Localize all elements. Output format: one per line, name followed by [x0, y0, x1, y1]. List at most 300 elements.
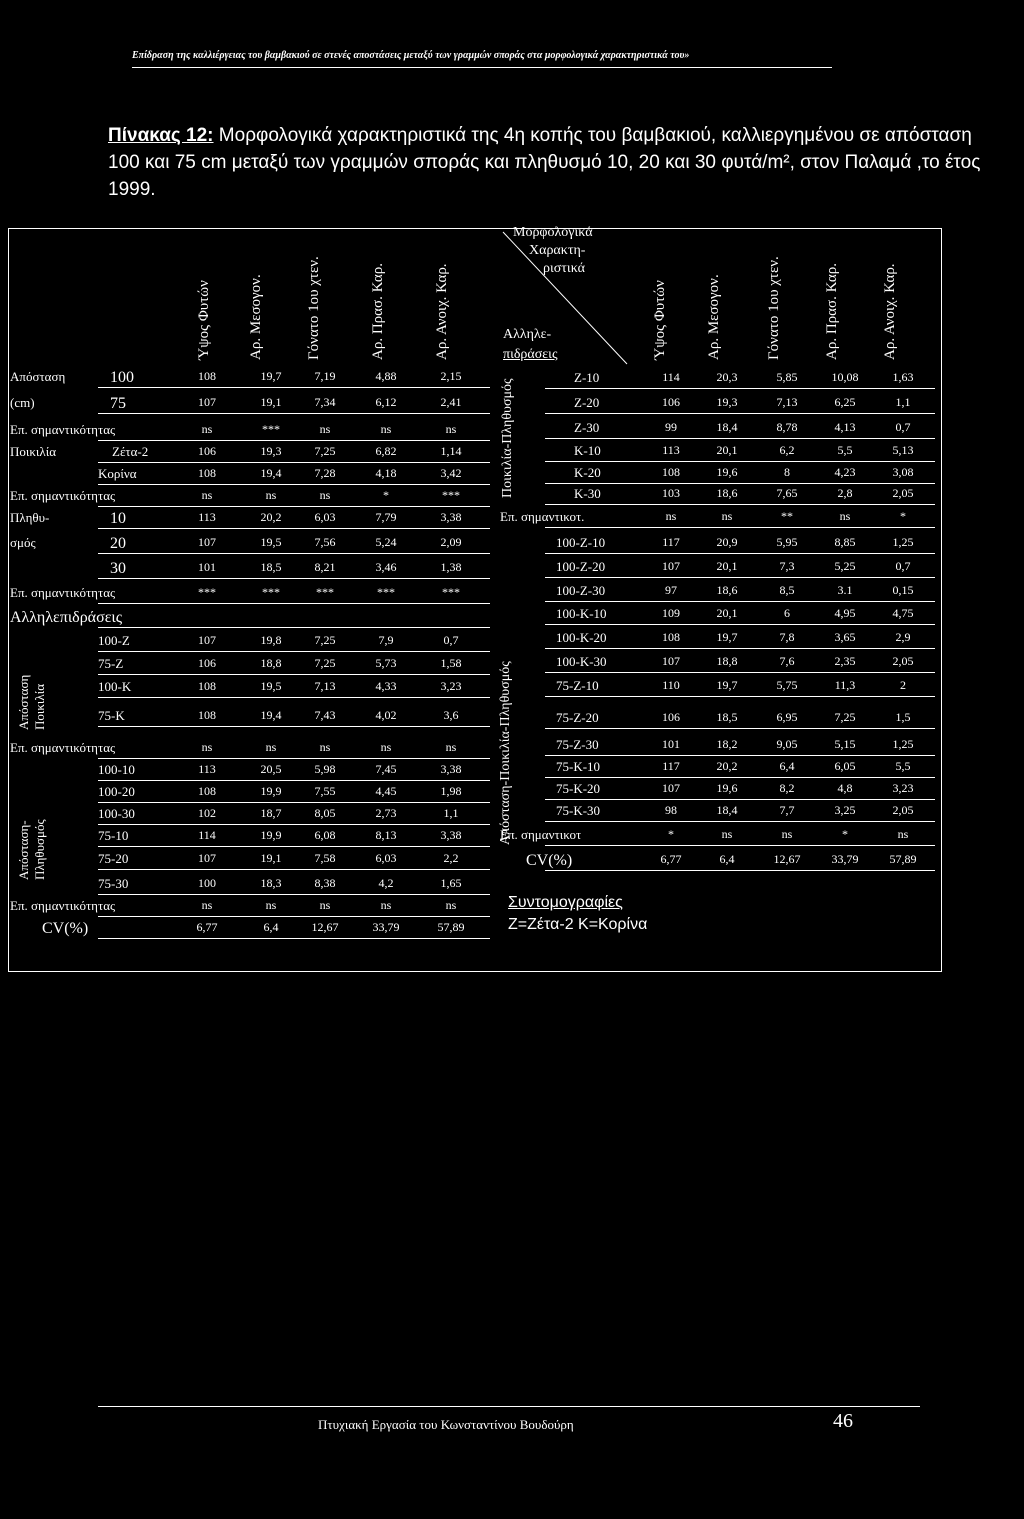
left-row-sub: 75-10: [98, 828, 129, 843]
right-cell: 18,4: [716, 803, 738, 817]
right-cell: 5,95: [776, 535, 798, 549]
right-cell: 5,85: [776, 370, 798, 384]
right-cell: 97: [665, 583, 677, 597]
right-cell: 6,25: [834, 395, 856, 409]
left-cell: 4,02: [375, 708, 397, 722]
right-cell: 11,3: [834, 678, 856, 692]
right-cell: 1,25: [892, 535, 914, 549]
right-col-header-3: Αρ. Πρασ. Καρ.: [824, 263, 840, 360]
left-row-rule: [98, 651, 490, 652]
right-cell: 1,25: [892, 737, 914, 751]
right-row-rule: [545, 821, 935, 822]
right-row-rule: [545, 413, 935, 414]
right-col-header-2: Γόνατο 1ου χτεν.: [766, 256, 782, 360]
footer-text: Πτυχιακή Εργασία του Κωνσταντίνου Βουδούρη: [318, 1417, 574, 1432]
right-cell: 18,6: [716, 486, 738, 500]
right-cell: 2,8: [837, 486, 853, 500]
right-row-rule: [545, 870, 935, 871]
left-cell: 113: [198, 510, 216, 524]
right-cell: 107: [662, 559, 680, 573]
page-number: 46: [833, 1410, 853, 1432]
left-cell: 7,34: [314, 395, 336, 409]
right-cell: 7,3: [779, 559, 795, 573]
right-row-label: Επ. σημαντικοτ: [500, 827, 582, 842]
left-cell: 4,88: [375, 369, 397, 383]
right-cell: 8,85: [834, 535, 856, 549]
right-row-rule: [545, 461, 935, 462]
left-cell: 7,28: [314, 466, 336, 480]
right-cell: 19,7: [716, 678, 738, 692]
corner-l2: Χαρακτη-: [529, 243, 586, 258]
left-cell: 1,1: [443, 806, 459, 820]
right-row-rule: [545, 728, 935, 729]
right-row-label: Z-30: [574, 420, 600, 435]
right-cell: 2,35: [834, 654, 856, 668]
right-cell: 114: [662, 370, 680, 384]
left-cell: 57,89: [437, 920, 465, 934]
right-cell: 99: [665, 420, 677, 434]
right-cell: 7,65: [776, 486, 798, 500]
abbr-title: Συντομογραφίες: [508, 894, 623, 911]
right-cell: 6: [784, 606, 790, 620]
right-row-label: 100-Z-10: [556, 535, 606, 550]
right-cell: 5,75: [776, 678, 798, 692]
right-cell: 4,8: [837, 781, 853, 795]
left-row-rule: [98, 916, 490, 917]
right-cell: 19,7: [716, 630, 738, 644]
left-cell: ***: [262, 585, 280, 599]
left-cell: 19,9: [260, 784, 282, 798]
left-cell: 107: [198, 633, 216, 647]
right-cell: 108: [662, 630, 680, 644]
left-cell: 18,7: [260, 806, 282, 820]
left-cell: ***: [377, 585, 395, 599]
left-cell: 7,43: [314, 708, 336, 722]
left-cell: 113: [198, 762, 216, 776]
right-cell: 18,5: [716, 710, 738, 724]
right-cell: 7,13: [776, 395, 798, 409]
right-row-rule: [545, 799, 935, 800]
right-cell: 1,5: [895, 710, 911, 724]
right-cell: 5,15: [834, 737, 856, 751]
right-row-label: Z-20: [574, 395, 600, 410]
left-row-rule: [98, 938, 490, 939]
left-row-sub: 75: [110, 395, 126, 412]
right-row-rule: [545, 777, 935, 778]
right-cell: 6,4: [779, 759, 795, 773]
right-cell: 98: [665, 803, 677, 817]
right-cell: 103: [662, 486, 680, 500]
right-cell: 9,05: [776, 737, 798, 751]
abbreviations: [508, 892, 647, 936]
right-cell: 2,05: [892, 803, 914, 817]
left-cell: 18,8: [260, 656, 282, 670]
left-row-label: Πληθυ-: [10, 510, 50, 525]
left-cell: 19,5: [260, 679, 282, 693]
left-row-label: Επ. σημαντικότητας: [10, 585, 116, 600]
right-cell: 117: [662, 535, 680, 549]
right-cell: 6,2: [779, 443, 795, 457]
left-cell: 1,98: [440, 784, 462, 798]
left-row-rule: [98, 758, 490, 759]
caption-text: Μορφολογικά χαρακτηριστικά της 4η κοπής του βαμβακιού, καλλιεργημένου σε απόσταση 100 και 75 cm μεταξύ των γραμμών σποράς και πληθυσμό 10, 20 και 30 φυτά/m², στον Παλαμά ,το έτος 1999.: [108, 125, 981, 200]
left-row-sub: 20: [110, 535, 126, 552]
right-cell: 3,65: [834, 630, 856, 644]
right-cell: 18,2: [716, 737, 738, 751]
right-cell: 5,25: [834, 559, 856, 573]
left-cell: 19,7: [260, 369, 282, 383]
left-cell: 19,5: [260, 535, 282, 549]
right-cell: ns: [665, 509, 677, 523]
right-cell: 3,25: [834, 803, 856, 817]
right-row-label: 75-Z-10: [556, 678, 599, 693]
right-row-label: K-30: [574, 486, 601, 501]
left-cell: ns: [201, 488, 213, 502]
left-cell: ns: [265, 488, 277, 502]
right-cell: 20,3: [716, 370, 738, 384]
right-cell: ns: [721, 509, 733, 523]
right-cell: 108: [662, 465, 680, 479]
right-col-header-4: Αρ. Ανοιχ. Καρ.: [882, 263, 898, 360]
right-row-rule: [545, 553, 935, 554]
left-cell: 19,9: [260, 828, 282, 842]
left-cell: 7,19: [314, 369, 336, 383]
left-row-label: Επ. σημαντικότητας: [10, 898, 116, 913]
left-cell: 18,5: [260, 560, 282, 574]
left-cell: ns: [265, 898, 277, 912]
left-cell: 5,73: [375, 656, 397, 670]
right-cell: 8,5: [779, 583, 795, 597]
left-cell: 19,3: [260, 444, 282, 458]
right-cell: 7,8: [779, 630, 795, 644]
left-cell: 19,1: [260, 395, 282, 409]
left-col-header-2: Γόνατο 1ου χτεν.: [306, 256, 322, 360]
left-cell: ns: [319, 740, 331, 754]
right-cell: *: [842, 827, 848, 841]
left-cell: 3,42: [440, 466, 462, 480]
left-row-label: Ποικιλία: [10, 444, 57, 459]
left-cell: 7,56: [314, 535, 336, 549]
left-cell: 107: [198, 535, 216, 549]
right-cell: 106: [662, 395, 680, 409]
right-row-rule: [545, 672, 935, 673]
left-cell: 6,03: [314, 510, 336, 524]
left-cell: 3,6: [443, 708, 459, 722]
left-row-rule: [98, 802, 490, 803]
left-cell: 8,13: [375, 828, 397, 842]
left-cell: 7,45: [375, 762, 397, 776]
left-cell: 108: [198, 784, 216, 798]
left-cell: ***: [442, 585, 460, 599]
left-cell: 107: [198, 395, 216, 409]
left-row-sub: 100-10: [98, 762, 135, 777]
left-cell: 19,4: [260, 466, 282, 480]
right-cell: 19,3: [716, 395, 738, 409]
right-cell: 8,2: [779, 781, 795, 795]
left-row-rule: [98, 506, 490, 507]
left-row-sub: Ζέτα-2: [112, 444, 149, 459]
right-row-rule: [545, 648, 935, 649]
right-row-rule: [545, 438, 935, 439]
left-cell: ***: [442, 488, 460, 502]
left-cell: 6,77: [196, 920, 218, 934]
left-cell: 6,4: [263, 920, 279, 934]
right-cell: 5,13: [892, 443, 914, 457]
left-cell: 2,41: [440, 395, 462, 409]
right-cell: 3.1: [837, 583, 853, 597]
left-cell: 6,03: [375, 851, 397, 865]
left-row-rule: [98, 894, 490, 895]
right-row-label: 75-K-10: [556, 759, 601, 774]
right-row-label: 75-Z-30: [556, 737, 599, 752]
right-col-header-1: Αρ. Μεσογον.: [706, 274, 722, 360]
left-cell: 8,21: [314, 560, 336, 574]
right-cell: ns: [897, 827, 909, 841]
right-cell: 33,79: [831, 852, 859, 866]
corner-diagonal: [495, 224, 635, 366]
left-row-rule: [98, 780, 490, 781]
right-row-rule: [545, 483, 935, 484]
left-row-sub: 75-Z: [98, 656, 124, 671]
left-row-sub: 75-K: [98, 708, 125, 723]
left-cell: 6,08: [314, 828, 336, 842]
right-cell: 101: [662, 737, 680, 751]
left-row-label: σμός: [10, 535, 36, 550]
left-cell: 106: [198, 444, 216, 458]
left-cell: 2,09: [440, 535, 462, 549]
right-row-label: 100-Z-30: [556, 583, 606, 598]
left-row-rule: [98, 846, 490, 847]
left-cell: 1,65: [440, 876, 462, 890]
right-cell: 8,78: [776, 420, 798, 434]
right-cell: 5,5: [895, 759, 911, 773]
right-cell: 3,23: [892, 781, 914, 795]
right-cell: *: [900, 509, 906, 523]
left-row-rule: [98, 869, 490, 870]
left-row-sub: 100-K: [98, 679, 132, 694]
right-cell: 7,6: [779, 654, 795, 668]
vlabel-ap-plith: Απόσταση-Πληθυσμός: [16, 819, 47, 880]
left-cell: 3,38: [440, 762, 462, 776]
left-row-rule: [98, 603, 490, 604]
left-row-sub: 10: [110, 510, 126, 527]
right-cell: ns: [781, 827, 793, 841]
right-row-label: K-10: [574, 443, 601, 458]
left-cell: 7,79: [375, 510, 397, 524]
left-cell: 4,18: [375, 466, 397, 480]
right-row-label: 100-K-30: [556, 654, 607, 669]
left-row-rule: [98, 697, 490, 698]
left-cell: 12,67: [311, 920, 339, 934]
left-cell: 108: [198, 369, 216, 383]
right-cell: 0,7: [895, 420, 911, 434]
left-cell: ***: [316, 585, 334, 599]
right-cell: 6,05: [834, 759, 856, 773]
left-row-label: (cm): [10, 395, 35, 410]
right-row-label: 75-K-30: [556, 803, 601, 818]
right-row-rule: [545, 845, 935, 846]
left-cell: ns: [445, 422, 457, 436]
right-cell: 20,1: [716, 606, 738, 620]
left-cell: 7,25: [314, 633, 336, 647]
left-cell: 107: [198, 851, 216, 865]
right-cell: **: [781, 509, 793, 523]
right-row-label: 100-K-10: [556, 606, 607, 621]
right-cell: *: [668, 827, 674, 841]
left-cell: 8,38: [314, 876, 336, 890]
right-cell: 6,77: [660, 852, 682, 866]
left-cell: 19,4: [260, 708, 282, 722]
left-cell: 19,1: [260, 851, 282, 865]
left-row-label: Επ. σημαντικότητας: [10, 488, 116, 503]
right-cell: 18,4: [716, 420, 738, 434]
left-row-label: Επ. σημαντικότητας: [10, 740, 116, 755]
left-cell: ***: [262, 422, 280, 436]
left-row-sub: Κορίνα: [98, 466, 137, 481]
left-row-rule: [98, 674, 490, 675]
caption-label: Πίνακας 12:: [108, 125, 214, 146]
right-cell: 12,67: [773, 852, 801, 866]
left-row-rule: [98, 484, 490, 485]
left-cell: 3,38: [440, 828, 462, 842]
right-cell: 110: [662, 678, 680, 692]
right-row-rule: [545, 755, 935, 756]
right-cell: 2,9: [895, 630, 911, 644]
left-cell: ns: [201, 740, 213, 754]
left-row-label: Επ. σημαντικότητας: [10, 422, 116, 437]
left-row-label: CV(%): [42, 920, 89, 937]
left-row-rule: [98, 462, 490, 463]
right-cell: 20,2: [716, 759, 738, 773]
left-row-sub: 100-30: [98, 806, 135, 821]
right-row-rule: [545, 601, 935, 602]
right-cell: 1,1: [895, 395, 911, 409]
right-cell: 19,6: [716, 465, 738, 479]
right-row-label: 75-Z-20: [556, 710, 599, 725]
left-cell: 8,05: [314, 806, 336, 820]
left-col-header-3: Αρ. Πρασ. Καρ.: [370, 263, 386, 360]
right-cell: 6,4: [719, 852, 735, 866]
left-cell: ns: [201, 422, 213, 436]
left-cell: ns: [380, 898, 392, 912]
left-cell: ns: [380, 422, 392, 436]
left-row-sub: 100: [110, 369, 134, 386]
right-corner: [495, 224, 635, 366]
right-row-rule: [545, 624, 935, 625]
right-cell: 4,95: [834, 606, 856, 620]
header-rule: [132, 67, 832, 68]
left-cell: ***: [198, 585, 216, 599]
left-cell: *: [383, 488, 389, 502]
right-cell: 20,1: [716, 443, 738, 457]
right-cell: 19,6: [716, 781, 738, 795]
right-cell: 3,08: [892, 465, 914, 479]
right-cell: 6,95: [776, 710, 798, 724]
left-row-rule: [98, 824, 490, 825]
right-row-rule: [545, 577, 935, 578]
left-cell: ns: [445, 740, 457, 754]
left-row-sub: 75-20: [98, 851, 129, 866]
right-row-label: Επ. σημαντικοτ.: [500, 509, 585, 524]
left-cell: ns: [319, 488, 331, 502]
left-cell: 101: [198, 560, 216, 574]
right-cell: 2,05: [892, 486, 914, 500]
left-col-header-0: Ύψος Φυτών: [196, 280, 212, 360]
left-cell: 3,46: [375, 560, 397, 574]
footer-rule: [98, 1406, 920, 1407]
corner-l4: Αλληλε-: [503, 327, 552, 342]
right-row-label: K-20: [574, 465, 601, 480]
left-cell: 7,9: [378, 633, 394, 647]
right-cell: 107: [662, 654, 680, 668]
corner-l5: πιδράσεις: [503, 347, 558, 362]
left-cell: 3,23: [440, 679, 462, 693]
left-row-sub: 75-30: [98, 876, 129, 891]
vlabel-all3: Απόσταση-Ποικιλία-Πληθυσμός: [498, 661, 513, 845]
right-cell: 2,05: [892, 654, 914, 668]
left-row-sub: 30: [110, 560, 126, 577]
left-cell: 4,45: [375, 784, 397, 798]
right-cell: ns: [721, 827, 733, 841]
left-row-label: Απόσταση: [10, 369, 66, 384]
right-row-label: CV(%): [526, 852, 573, 869]
left-row-rule: [98, 578, 490, 579]
left-cell: ns: [265, 740, 277, 754]
left-cell: 5,24: [375, 535, 397, 549]
left-cell: 2,2: [443, 851, 459, 865]
left-cell: 100: [198, 876, 216, 890]
left-cell: 6,12: [375, 395, 397, 409]
right-cell: 109: [662, 606, 680, 620]
right-cell: 113: [662, 443, 680, 457]
left-row-rule: [98, 528, 490, 529]
left-cell: ns: [201, 898, 213, 912]
left-cell: 7,58: [314, 851, 336, 865]
left-cell: ns: [445, 898, 457, 912]
left-cell: 33,79: [372, 920, 400, 934]
left-row-sub: 100-20: [98, 784, 135, 799]
left-cell: 1,38: [440, 560, 462, 574]
right-row-label: 100-Z-20: [556, 559, 606, 574]
right-cell: 57,89: [889, 852, 917, 866]
left-row-rule: [98, 413, 490, 414]
left-cell: 102: [198, 806, 216, 820]
right-cell: 8: [784, 465, 790, 479]
right-cell: 20,9: [716, 535, 738, 549]
right-cell: 10,08: [831, 370, 859, 384]
right-cell: 18,6: [716, 583, 738, 597]
left-row-rule: [98, 627, 490, 628]
left-row-rule: [98, 553, 490, 554]
right-row-label: 75-K-20: [556, 781, 601, 796]
left-cell: 20,5: [260, 762, 282, 776]
left-cell: 106: [198, 656, 216, 670]
left-cell: 114: [198, 828, 216, 842]
left-cell: 108: [198, 679, 216, 693]
left-cell: 108: [198, 466, 216, 480]
right-row-rule: [545, 696, 935, 697]
right-row-rule: [545, 527, 935, 528]
left-cell: 5,98: [314, 762, 336, 776]
left-cell: 3,38: [440, 510, 462, 524]
left-cell: 20,2: [260, 510, 282, 524]
left-row-label: Αλληλεπιδράσεις: [10, 609, 123, 626]
left-cell: 18,3: [260, 876, 282, 890]
left-cell: 1,14: [440, 444, 462, 458]
left-cell: 7,13: [314, 679, 336, 693]
left-cell: 7,25: [314, 656, 336, 670]
right-cell: 18,8: [716, 654, 738, 668]
